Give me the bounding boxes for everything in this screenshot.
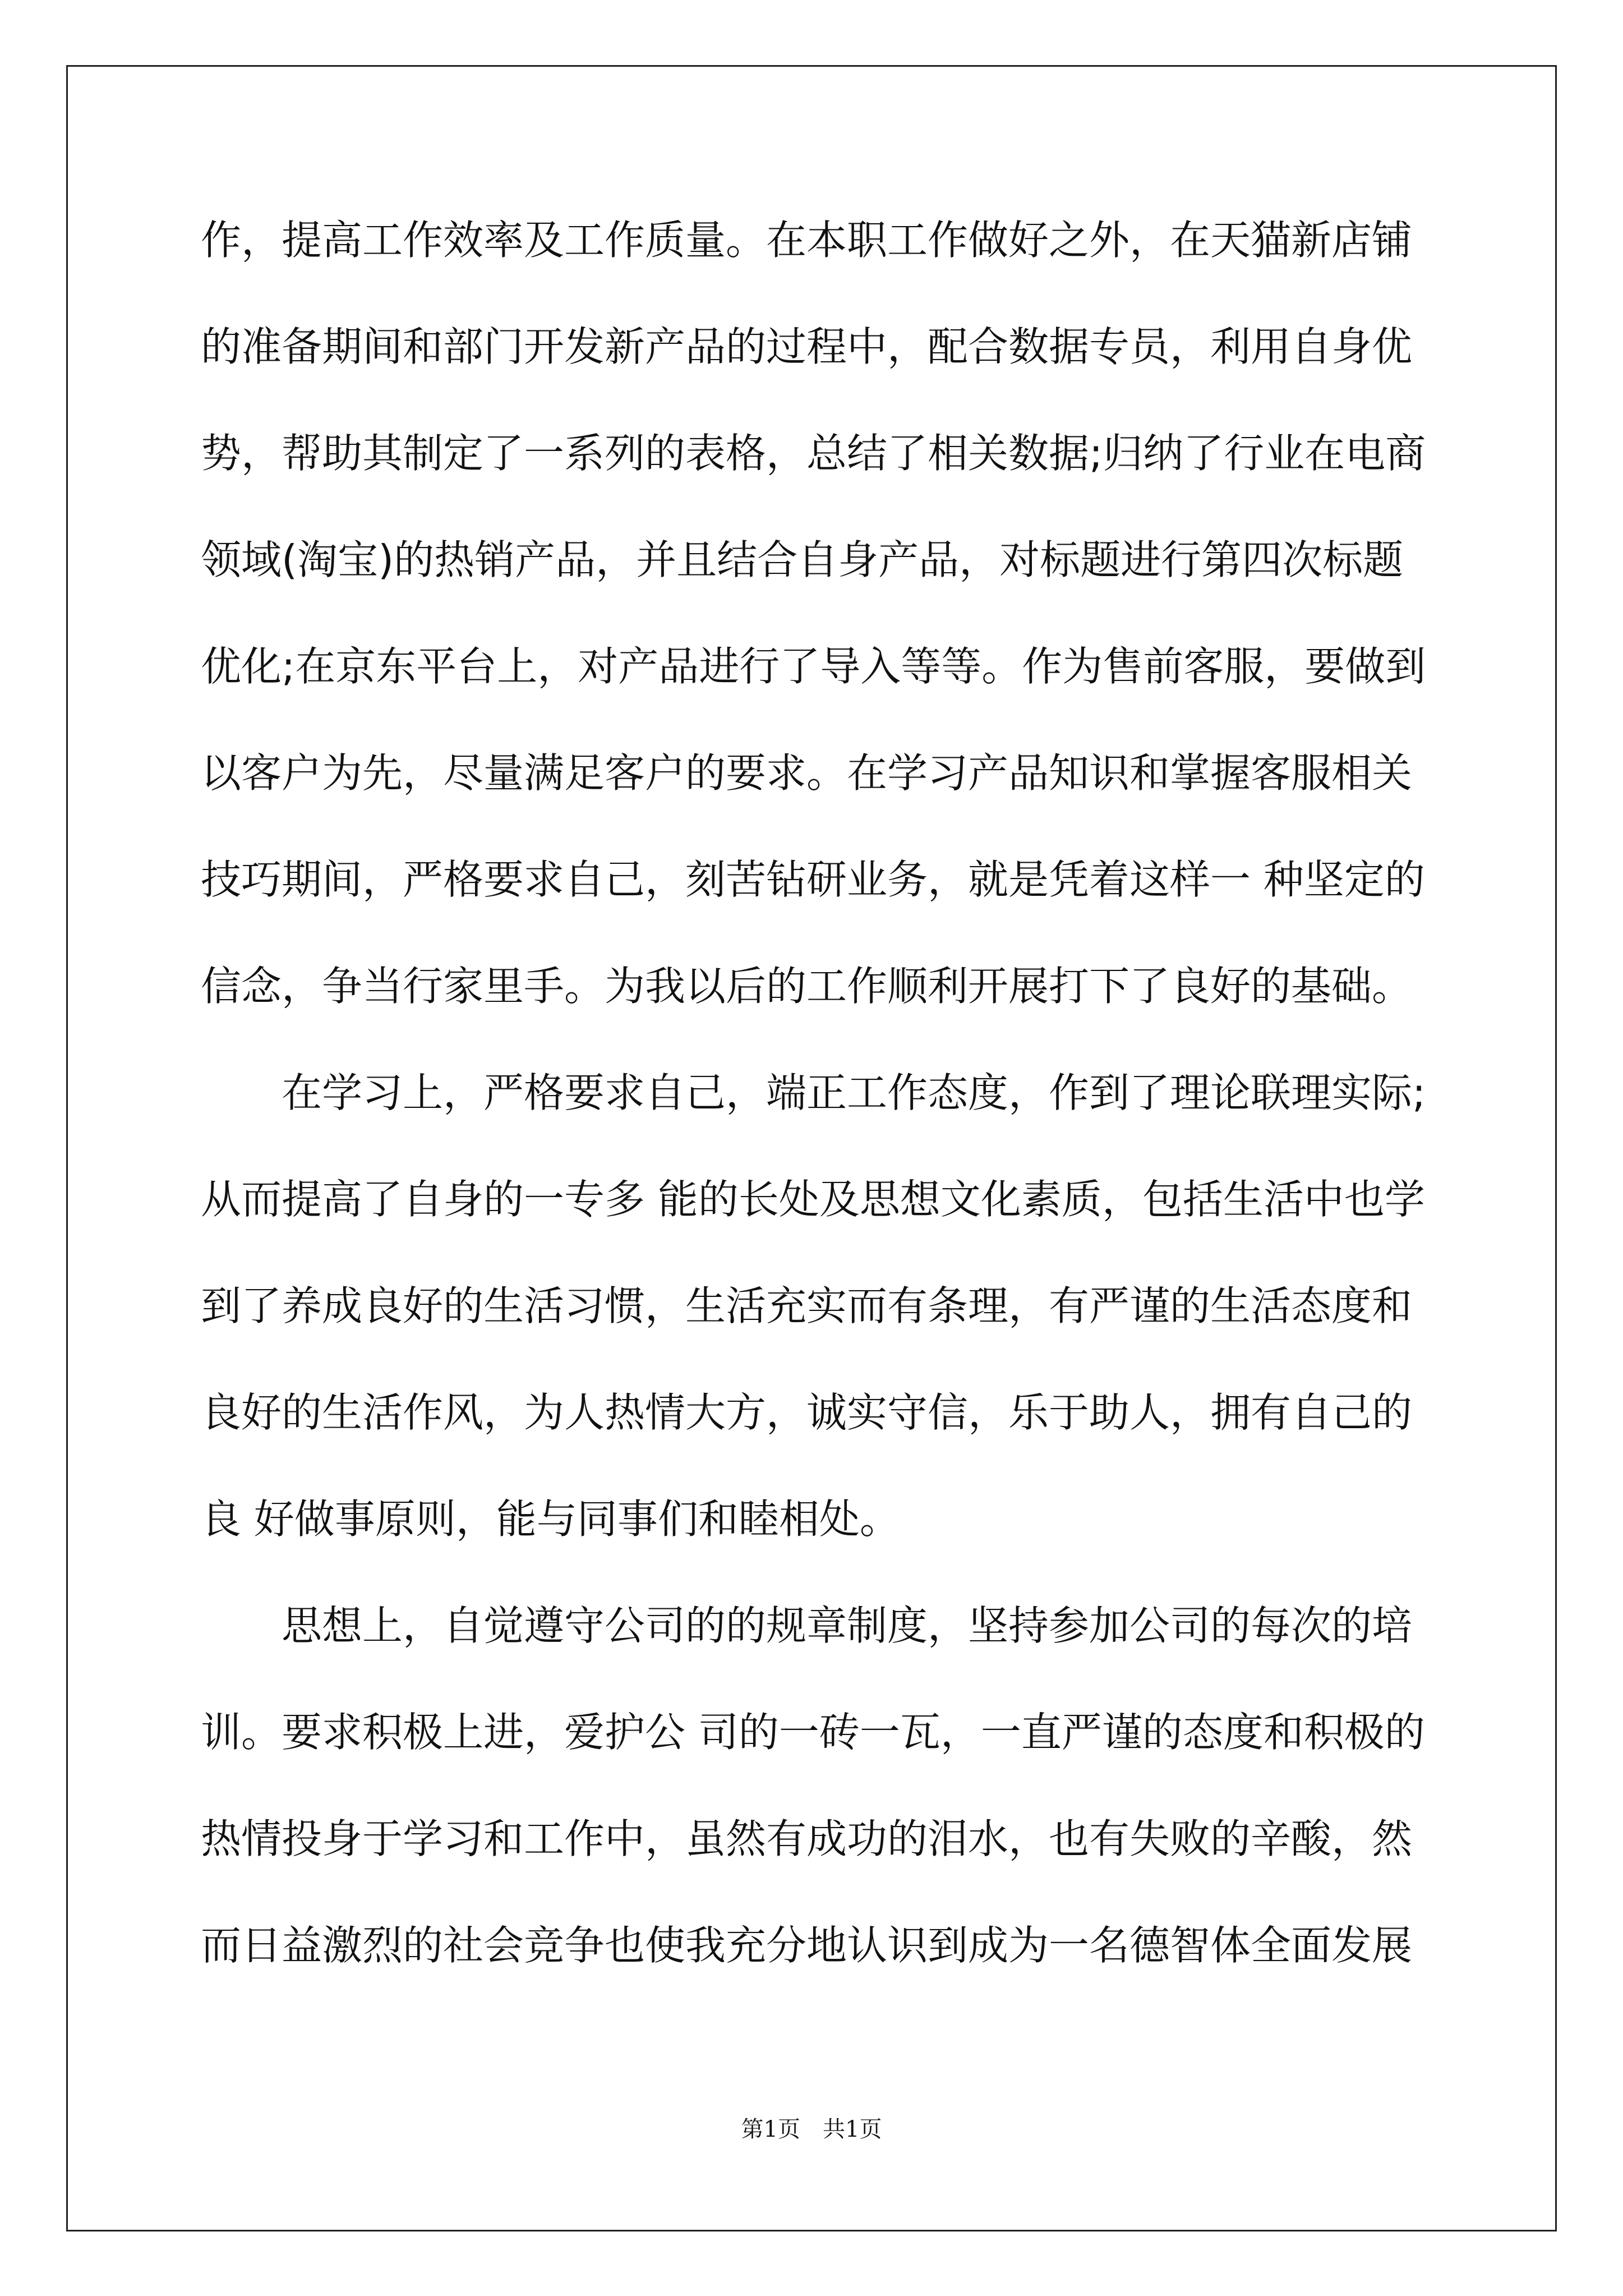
page-number-footer: 第1页 共1页 xyxy=(741,2116,882,2142)
text-line: 而日益激烈的社会竞争也使我充分地认识到成为一名德智体全面发展 xyxy=(201,1922,1413,1969)
text-line: 热情投身于学习和工作中，虽然有成功的泪水，也有失败的辛酸，然 xyxy=(201,1815,1413,1862)
text-line: 信念，争当行家里手。为我以后的工作顺利开展打下了良好的基础。 xyxy=(201,963,1413,1010)
paragraph-first-line: 在学习上，严格要求自己，端正工作态度，作到了理论联理实际; xyxy=(282,1069,1426,1116)
text-line: 的准备期间和部门开发新产品的过程中，配合数据专员，利用自身优 xyxy=(201,323,1413,370)
page-border xyxy=(66,65,1557,2231)
text-line: 良好的生活作风，为人热情大方，诚实守信，乐于助人，拥有自己的 xyxy=(201,1389,1413,1436)
text-line: 以客户为先，尽量满足客户的要求。在学习产品知识和掌握客服相关 xyxy=(201,749,1413,797)
text-line: 势，帮助其制定了一系列的表格，总结了相关数据;归纳了行业在电商 xyxy=(201,430,1426,477)
text-line: 优化;在京东平台上，对产品进行了导入等等。作为售前客服，要做到 xyxy=(201,643,1426,690)
text-line: 从而提高了自身的一专多 能的长处及思想文化素质，包括生活中也学 xyxy=(201,1176,1425,1223)
text-line: 作，提高工作效率及工作质量。在本职工作做好之外，在天猫新店铺 xyxy=(201,217,1413,264)
text-line: 到了养成良好的生活习惯，生活充实而有条理，有严谨的生活态度和 xyxy=(201,1282,1413,1329)
text-line: 领域(淘宝)的热销产品，并且结合自身产品，对标题进行第四次标题 xyxy=(201,536,1404,583)
text-line: 良 好做事原则，能与同事们和睦相处。 xyxy=(201,1496,900,1543)
paragraph-first-line: 思想上，自觉遵守公司的的规章制度，坚持参加公司的每次的培 xyxy=(282,1602,1413,1649)
text-line: 技巧期间，严格要求自己，刻苦钻研业务，就是凭着这样一 种坚定的 xyxy=(201,856,1425,903)
text-line: 训。要求积极上进，爱护公 司的一砖一瓦，一直严谨的态度和积极的 xyxy=(201,1709,1425,1756)
